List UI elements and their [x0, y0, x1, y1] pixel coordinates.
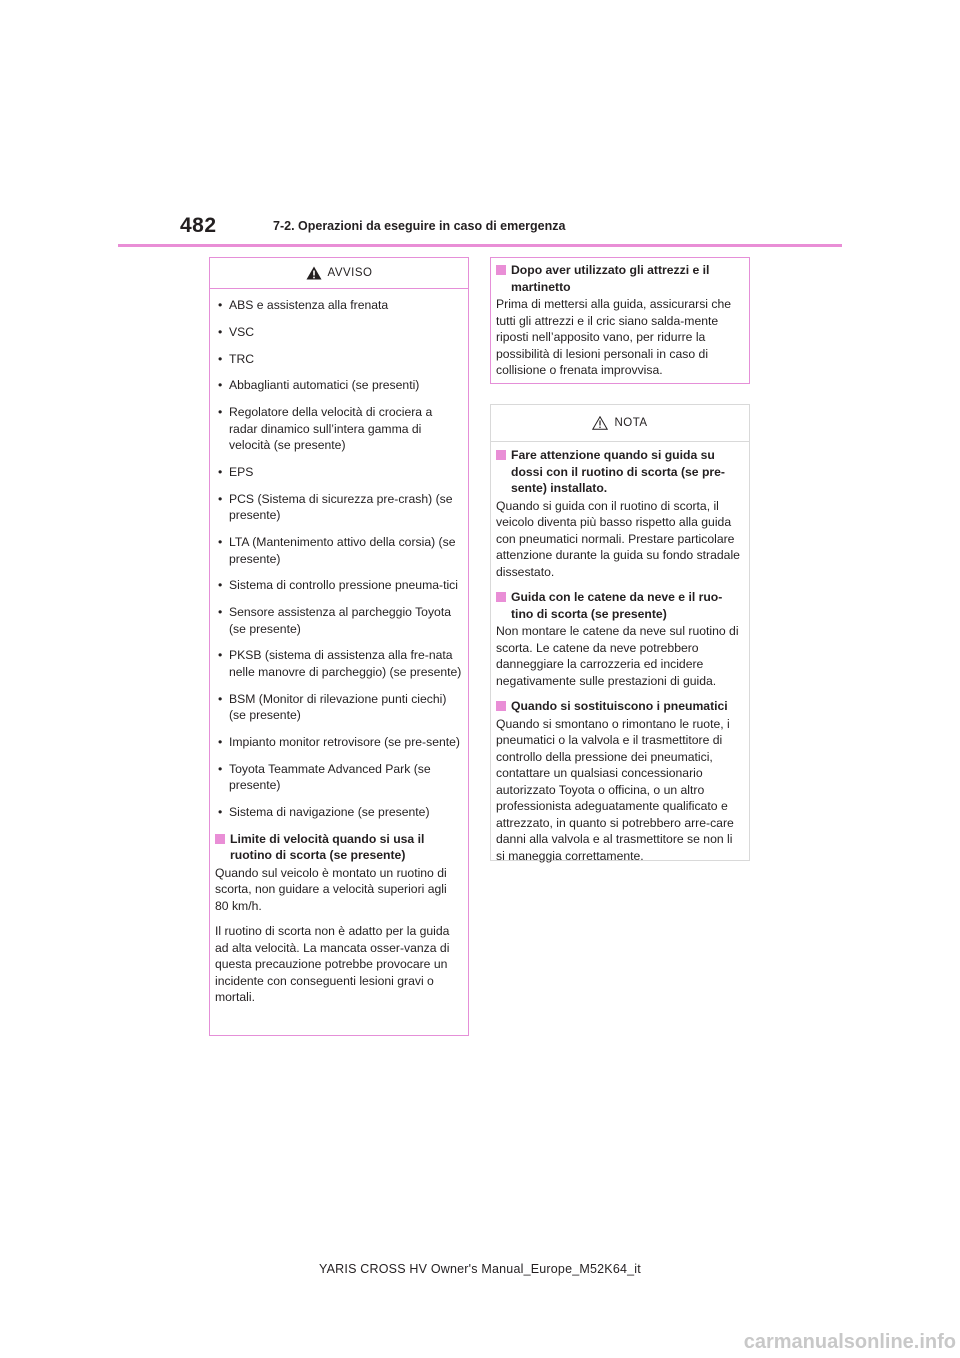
continuation-heading: [496, 262, 743, 295]
warning-bullet-item: • PKSB (sistema di assistenza alla fre-nata nelle manovre di parcheggio) (se presente): [215, 647, 462, 680]
square-bullet-icon: [496, 450, 506, 460]
warning-bullet-item: • Toyota Teammate Advanced Park (se presente): [215, 761, 462, 794]
note-header: [491, 405, 749, 442]
warning-paragraph: Il ruotino di scorta non è adatto per la guida ad alta velocità. La mancata osser-vanza di questa precauzione potrebbe provocare un incidente con conseguenti lesioni gravi o mortali.: [215, 924, 450, 1005]
warning-bullet-item: • PCS (Sistema di sicurezza pre-crash) (se presente): [215, 491, 462, 524]
warning-bullet-item: • Regolatore della velocità di crociera a radar dinamico sull’intera gamma di velocità (se presente): [215, 404, 462, 454]
warning-title: AVVISO: [327, 267, 373, 279]
note-section-heading-text: Fare attenzione quando si guida su dossi con il ruotino di scorta (se pre-sente) installato.: [511, 448, 725, 495]
warning-bullet-list: [215, 297, 462, 821]
warning-bullet-item: • Impianto monitor retrovisore (se pre-sente): [215, 734, 462, 751]
section-title: 7-2. Operazioni da eseguire in caso di emergenza: [273, 219, 566, 233]
note-section-heading-text: Guida con le catene da neve e il ruo-tino di scorta (se presente): [511, 590, 723, 621]
note-box: [490, 404, 750, 861]
note-title: NOTA: [614, 417, 648, 429]
warning-continuation-box: [490, 257, 750, 384]
warning-bullet-item: • Sistema di navigazione (se presente): [215, 804, 462, 821]
page-number: 482: [180, 214, 217, 237]
warning-section-heading: [215, 831, 462, 864]
square-bullet-icon: [496, 592, 506, 602]
warning-body: [210, 289, 468, 1012]
warning-bullet-item: • LTA (Mantenimento attivo della corsia) (se presente): [215, 534, 462, 567]
note-body: [491, 442, 749, 870]
note-section-heading-text: Quando si sostituiscono i pneumatici: [511, 699, 728, 713]
note-paragraph: Quando si guida con il ruotino di scorta, il veicolo diventa più basso rispetto alla guida con pneumatici normali. Prestare particolare attenzione durante la guida su fondo stradale dissestato.: [496, 498, 740, 579]
warning-bullet-item: • Sistema di controllo pressione pneuma-tici: [215, 577, 462, 594]
warning-bullet-item: • TRC: [215, 351, 462, 368]
warning-bullet-item: • Abbaglianti automatici (se presenti): [215, 377, 462, 394]
warning-bullet-item: • ABS e assistenza alla frenata: [215, 297, 462, 314]
note-section-heading: [496, 447, 743, 497]
warning-bullet-item: • VSC: [215, 324, 462, 341]
watermark: carmanualsonline.info: [743, 1331, 956, 1353]
square-bullet-icon: [496, 265, 506, 275]
warning-bullet-item: • EPS: [215, 464, 462, 481]
continuation-paragraph: Prima di mettersi alla guida, assicurarsi che tutti gli attrezzi e il cric siano salda-mente riposti nell’apposito vano, per ridurre la possibilità di lesioni personali in caso di collisione o frenata improvvisa.: [496, 297, 732, 377]
warning-header: [210, 258, 468, 289]
warning-bullet-item: • Sensore assistenza al parcheggio Toyota (se presente): [215, 604, 462, 637]
continuation-heading-text: Dopo aver utilizzato gli attrezzi e il martinetto: [511, 263, 710, 294]
header-divider: [118, 244, 842, 247]
note-section-heading: [496, 698, 743, 715]
note-section-heading: [496, 589, 743, 622]
warning-box: [209, 257, 469, 1036]
warning-section-heading-text: Limite di velocità quando si usa il ruotino di scorta (se presente): [230, 831, 425, 863]
square-bullet-icon: [215, 834, 225, 844]
square-bullet-icon: [496, 701, 506, 711]
warning-bullet-item: • BSM (Monitor di rilevazione punti ciechi) (se presente): [215, 691, 462, 724]
warning-paragraph: Quando sul veicolo è montato un ruotino di scorta, non guidare a velocità superiori agli 80 km/h.: [215, 865, 447, 913]
note-paragraph: Non montare le catene da neve sul ruotino di scorta. Le catene da neve potrebbero danneggiare la carrozzeria ed incidere negativamente sulle prestazioni di guida.: [496, 624, 739, 688]
warning-continuation-body: [491, 258, 749, 385]
note-paragraph: Quando si smontano o rimontano le ruote, i pneumatici o la valvola e il trasmettitore di controllo della pressione dei pneumatici, contattare un qualsiasi concessionario autorizzato Toyota o officina, o un altro professionista adeguatamente qualificato e attrezzato, in quanto si potrebbero arre-care danni alla valvola e al trasmettitore se non li si maneggia correttamente.: [496, 716, 734, 863]
caution-triangle-icon: [592, 416, 608, 430]
footer-text: YARIS CROSS HV Owner's Manual_Europe_M52K64_it: [319, 1262, 641, 1276]
warning-triangle-icon: [306, 266, 322, 280]
